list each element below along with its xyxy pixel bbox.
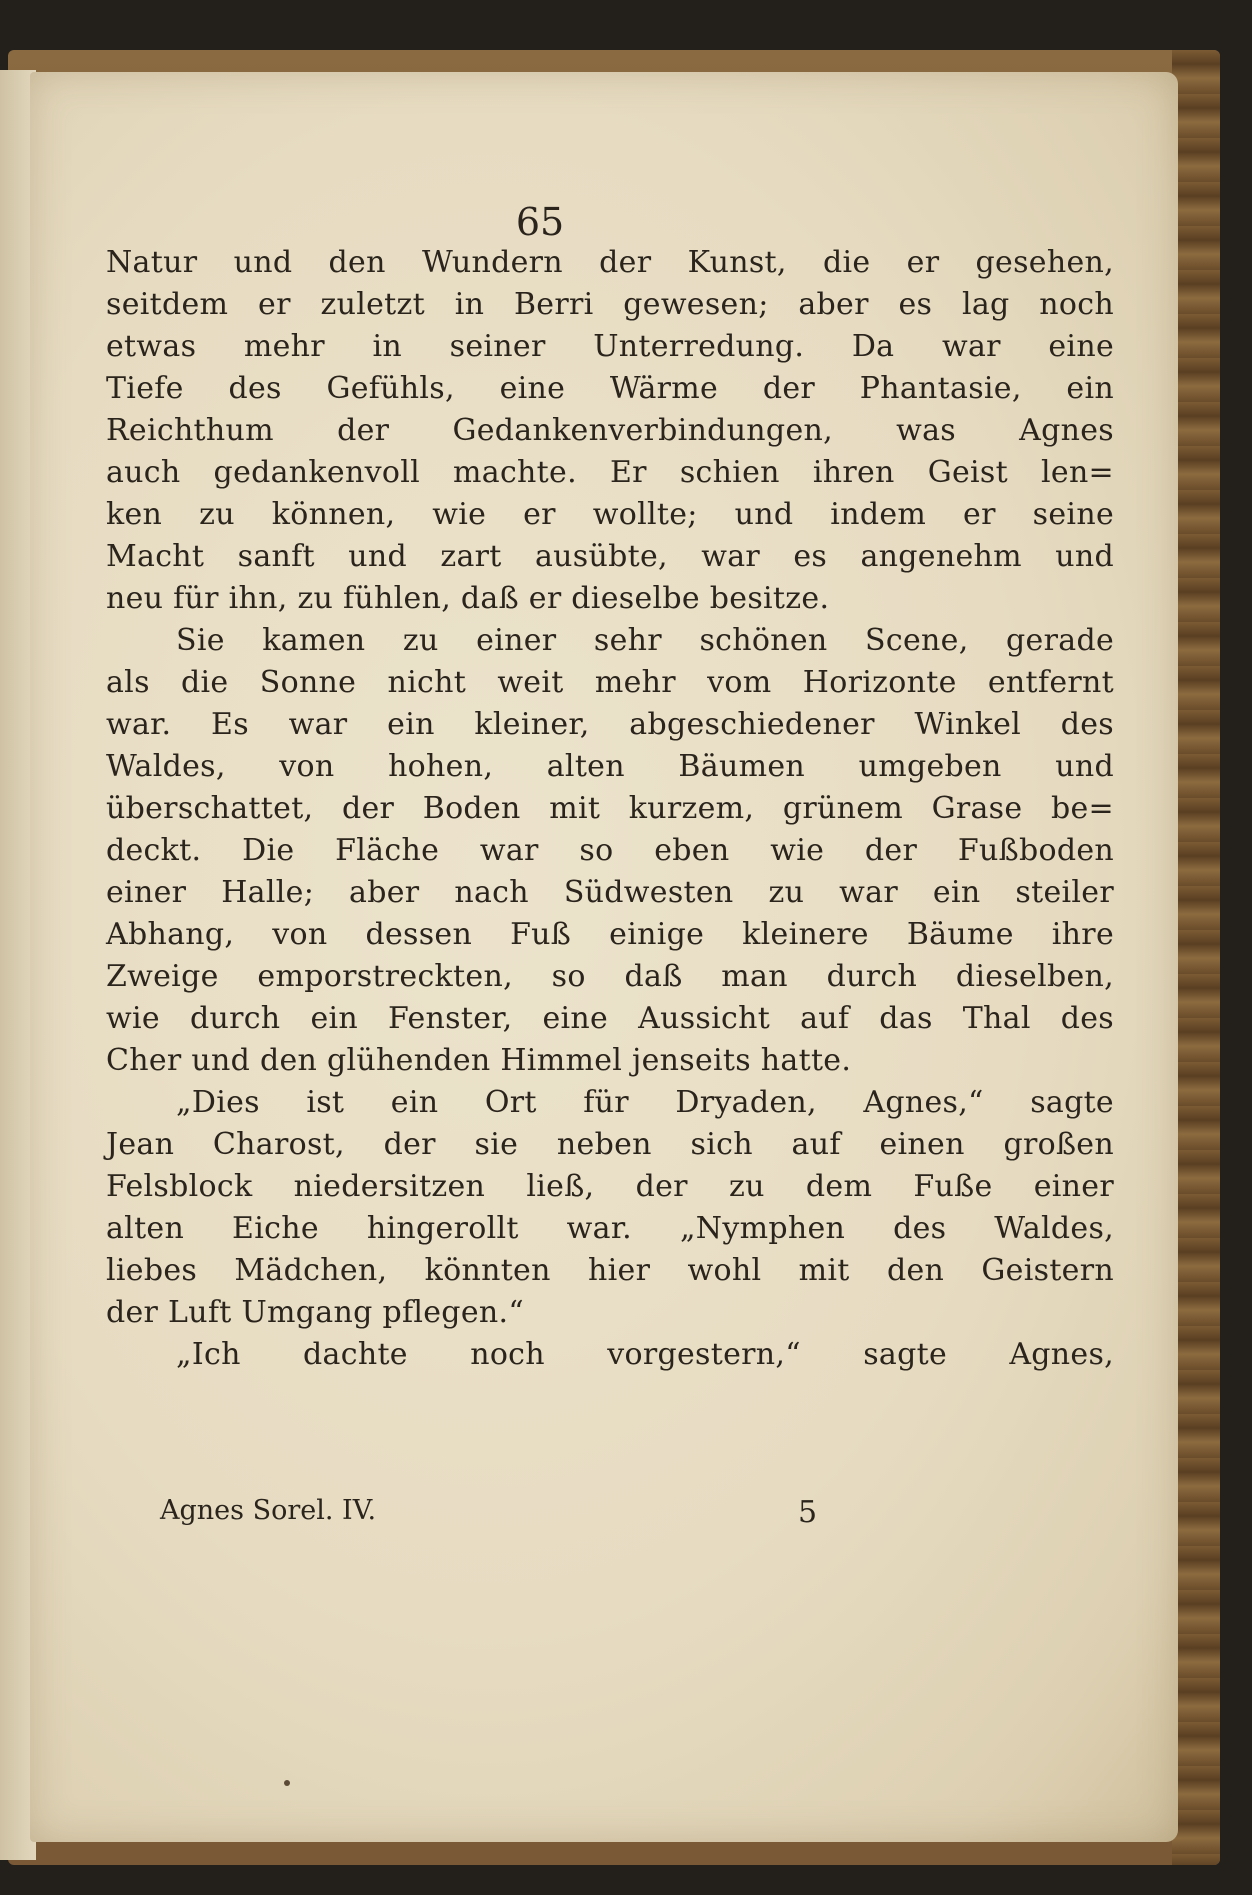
text-line: „Ich dachte noch vorgestern,“ sagte Agnes, (176, 1337, 1114, 1372)
text-line: war. Es war ein kleiner, abgeschiedener Winkel des (106, 707, 1114, 742)
text-line: Natur und den Wundern der Kunst, die er gesehen, (106, 245, 1114, 280)
text-line: überschattet, der Boden mit kurzem, grünem Grase be= (106, 791, 1114, 826)
text-line: ken zu können, wie er wollte; und indem er seine (106, 497, 1114, 532)
text-line: neu für ihn, zu fühlen, daß er dieselbe besitze. (106, 581, 830, 616)
book-page (30, 72, 1178, 1842)
text-line: Waldes, von hohen, alten Bäumen umgeben und (106, 749, 1114, 784)
text-line: Sie kamen zu einer sehr schönen Scene, gerade (176, 623, 1114, 658)
text-line: Cher und den glühenden Himmel jenseits hatte. (106, 1043, 852, 1078)
text-line: Tiefe des Gefühls, eine Wärme der Phantasie, ein (106, 371, 1114, 406)
cover-edge (1172, 50, 1220, 1865)
text-line: der Luft Umgang pflegen.“ (106, 1295, 524, 1330)
text-line: etwas mehr in seiner Unterredung. Da war eine (106, 329, 1114, 364)
text-line: wie durch ein Fenster, eine Aussicht auf das Thal des (106, 1001, 1114, 1036)
text-line: Reichthum der Gedankenverbindungen, was Agnes (106, 413, 1114, 448)
paper-fleck (284, 1780, 290, 1786)
text-line: Macht sanft und zart ausübte, war es angenehm und (106, 539, 1114, 574)
text-line: seitdem er zuletzt in Berri gewesen; aber es lag noch (106, 287, 1114, 322)
text-line: deckt. Die Fläche war so eben wie der Fußboden (106, 833, 1114, 868)
text-line: liebes Mädchen, könnten hier wohl mit den Geistern (106, 1253, 1114, 1288)
text-line: Abhang, von dessen Fuß einige kleinere Bäume ihre (106, 917, 1114, 952)
text-line: alten Eiche hingerollt war. „Nymphen des Waldes, (106, 1211, 1114, 1246)
text-line: Felsblock niedersitzen ließ, der zu dem Fuße einer (106, 1169, 1114, 1204)
text-line: als die Sonne nicht weit mehr vom Horizonte entfernt (106, 665, 1114, 700)
text-line: „Dies ist ein Ort für Dryaden, Agnes,“ sagte (176, 1085, 1114, 1120)
signature-mark: Agnes Sorel. IV. (160, 1495, 377, 1526)
text-line: auch gedankenvoll machte. Er schien ihren Geist len= (106, 455, 1114, 490)
page-number: 65 (515, 200, 565, 244)
text-line: einer Halle; aber nach Südwesten zu war ein steiler (106, 875, 1114, 910)
body-text (106, 242, 1114, 1376)
text-line: Zweige emporstreckten, so daß man durch dieselben, (106, 959, 1114, 994)
text-line: Jean Charost, der sie neben sich auf einen großen (106, 1127, 1114, 1162)
sheet-number: 5 (798, 1495, 818, 1530)
